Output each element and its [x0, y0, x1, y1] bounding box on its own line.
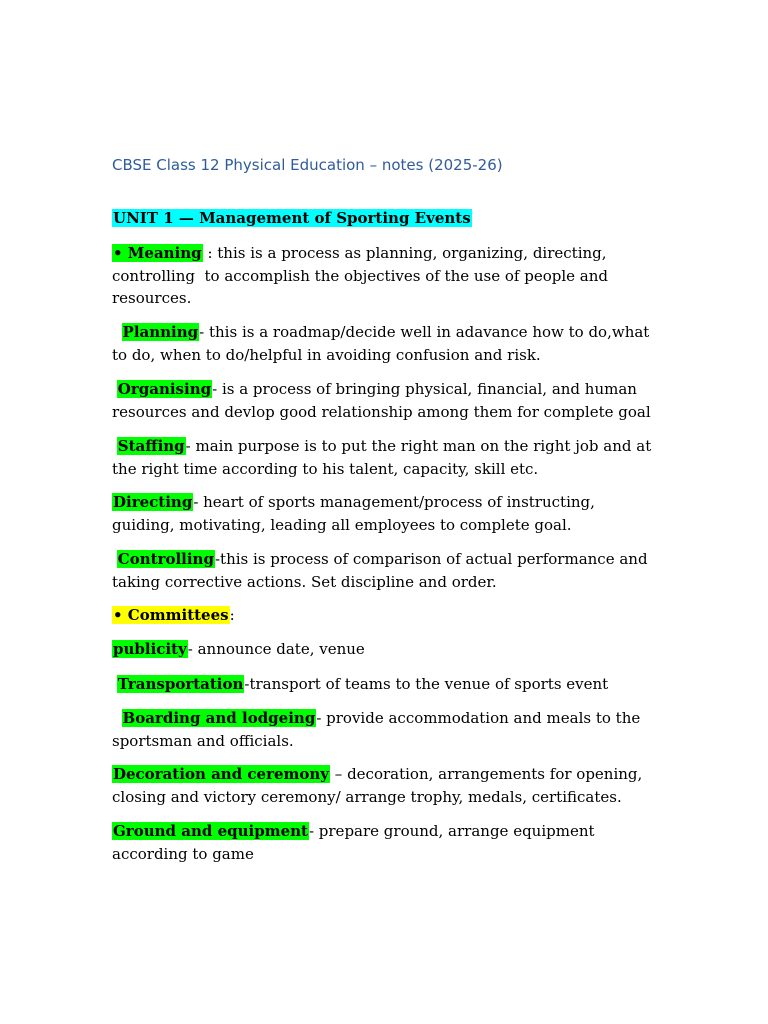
definition-transportation: -transport of teams to the venue of sports event	[244, 675, 609, 693]
paragraph-boarding	[112, 707, 657, 752]
paragraph-planning	[112, 321, 657, 366]
paragraph-controlling	[112, 548, 657, 593]
paragraph-directing	[112, 491, 657, 536]
paragraph-decoration	[112, 763, 657, 808]
paragraph-committees	[112, 604, 657, 627]
paragraph-staffing	[112, 435, 657, 480]
term-boarding: Boarding and lodgeing	[122, 709, 316, 727]
unit-heading	[112, 209, 472, 227]
term-transportation: Transportation	[117, 675, 244, 693]
definition-staffing: - main purpose is to put the right man on the right job and at the right time according to his talent, capacity, skill etc.	[112, 437, 657, 478]
definition-controlling: -this is process of comparison of actual performance and taking corrective actions. Set discipline and order.	[112, 550, 653, 591]
definition-committees: :	[229, 606, 235, 624]
paragraph-publicity	[112, 638, 657, 661]
paragraph-organising	[112, 378, 657, 423]
paragraph-meaning	[112, 242, 657, 310]
definition-ground: - prepare ground, arrange equipment according to game	[112, 822, 600, 863]
term-planning: Planning	[122, 323, 199, 341]
paragraph-ground	[112, 820, 657, 865]
term-controlling: Controlling	[117, 550, 214, 568]
term-staffing: Staffing	[117, 437, 185, 455]
term-meaning: • Meaning	[113, 244, 202, 262]
paragraph-transportation	[112, 673, 657, 696]
term-committees: • Committees	[113, 606, 229, 624]
paragraph-indent	[112, 709, 122, 727]
definition-decoration: – decoration, arrangements for opening, closing and victory ceremony/ arrange trophy, medals, certificates.	[112, 765, 648, 806]
term-publicity: publicity	[113, 640, 187, 658]
definition-planning: - this is a roadmap/decide well in adavance how to do,what to do, when to do/helpful in avoiding confusion and risk.	[112, 323, 655, 364]
definition-organising: - is a process of bringing physical, financial, and human resources and devlop good relationship among them for complete goal	[112, 380, 651, 421]
term-ground: Ground and equipment	[113, 822, 308, 840]
term-organising: Organising	[117, 380, 212, 398]
definition-directing: - heart of sports management/process of instructing, guiding, motivating, leading all employees to complete goal.	[112, 493, 600, 534]
definition-boarding: - provide accommodation and meals to the sportsman and officials.	[112, 709, 646, 750]
definition-publicity: - announce date, venue	[187, 640, 365, 658]
definition-meaning: : this is a process as planning, organizing, directing, controlling to accomplish the objectives of the use of people and resources.	[112, 244, 613, 307]
term-directing: Directing	[113, 493, 193, 511]
term-decoration: Decoration and ceremony	[113, 765, 330, 783]
unit-heading-text: UNIT 1 — Management of Sporting Events	[113, 209, 471, 227]
paragraph-indent	[112, 323, 122, 341]
document-title: CBSE Class 12 Physical Education – notes (2025-26)	[112, 156, 503, 174]
